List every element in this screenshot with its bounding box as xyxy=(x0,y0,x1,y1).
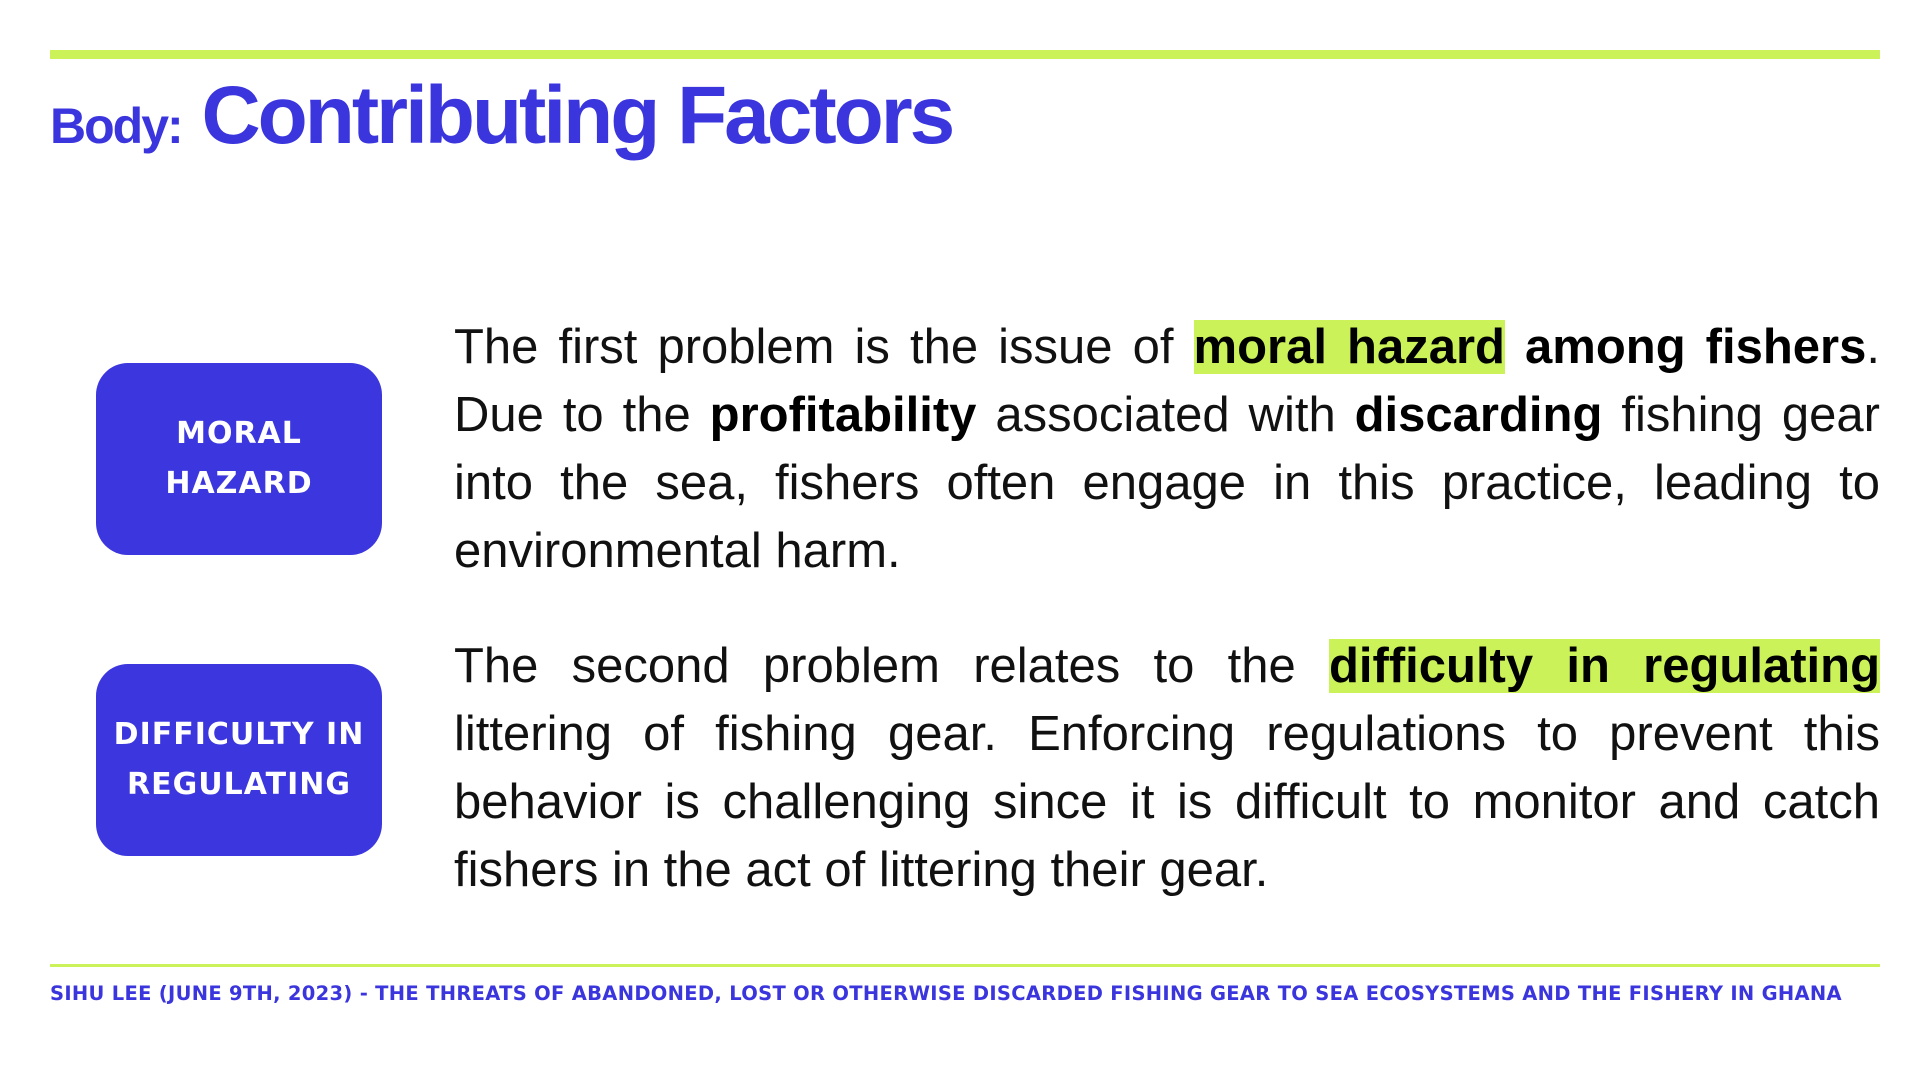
moral-hazard-badge xyxy=(96,363,382,555)
bold-term: discarding xyxy=(1354,388,1603,442)
bold-term: profitability xyxy=(709,388,977,442)
moral-hazard-badge-label: MORAL HAZARD xyxy=(165,416,313,501)
difficulty-regulating-paragraph xyxy=(454,632,1880,904)
paragraph-text: . Due to the xyxy=(454,320,1880,442)
top-divider xyxy=(50,50,1880,59)
badge-label-line: REGULATING xyxy=(127,767,351,802)
footer-citation: SIHU LEE (JUNE 9TH, 2023) - THE THREATS OF ABANDONED, LOST OR OTHERWISE DISCARDED FISHING GEAR TO SEA ECOSYSTEMS AND THE FISHERY IN GHANA xyxy=(50,982,1842,1005)
difficulty-regulating-badge xyxy=(96,664,382,856)
moral-hazard-paragraph xyxy=(454,313,1880,585)
bottom-divider xyxy=(50,964,1880,967)
badge-label-line: DIFFICULTY IN xyxy=(113,717,365,752)
slide-title xyxy=(50,66,952,176)
paragraph-text: The second problem relates to the xyxy=(454,639,1329,693)
highlighted-term: moral hazard xyxy=(1193,320,1505,374)
paragraph-text: associated with xyxy=(976,388,1355,442)
highlighted-term: difficulty in regulating xyxy=(1328,639,1880,693)
paragraph-text: littering of fishing gear. Enforcing regulations to prevent this behavior is challenging since it is difficult to monitor and catch fishers in the act of littering their gear. xyxy=(454,707,1880,897)
bold-term: among fishers xyxy=(1525,320,1867,374)
difficulty-regulating-badge-label xyxy=(114,710,365,810)
paragraph-text: fishing gear into the sea, fishers often engage in this practice, leading to environmental harm. xyxy=(454,388,1880,578)
paragraph-text xyxy=(1505,320,1525,374)
title-main: Contributing Factors xyxy=(201,70,953,161)
title-prefix: Body: xyxy=(50,98,182,154)
paragraph-text: The first problem is the issue of xyxy=(454,320,1194,374)
